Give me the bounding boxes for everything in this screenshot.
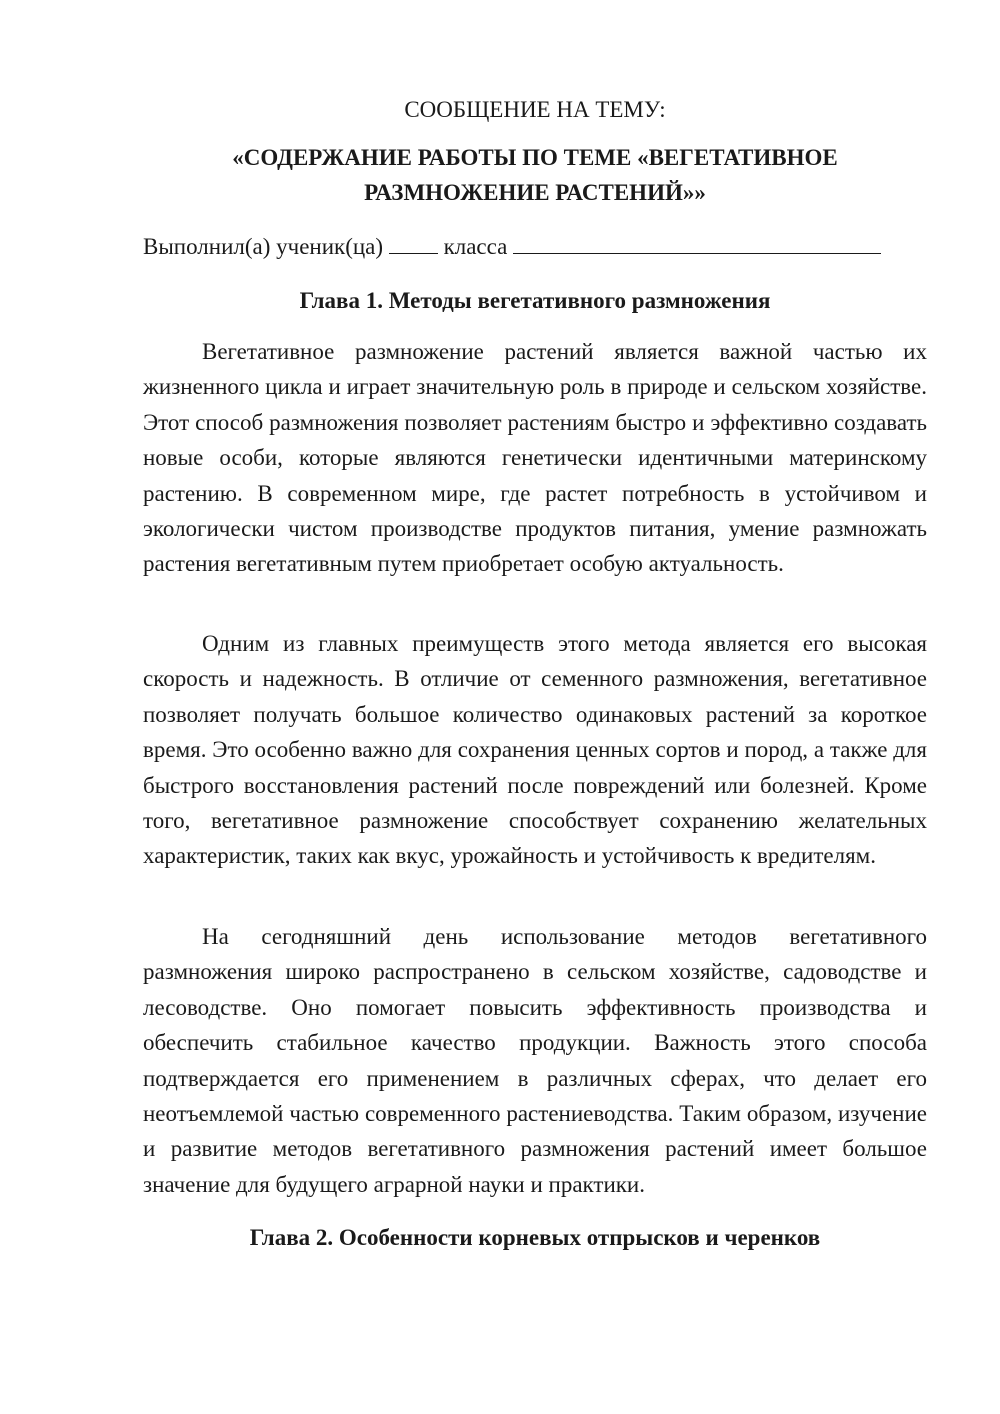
topic-line: СООБЩЕНИЕ НА ТЕМУ: xyxy=(404,97,666,122)
paragraph: На сегодняшний день использование методов вегетативного размножения широко распространено в сельском хозяйстве, садоводстве и лесоводстве. Оно помогает повысить эффективность производства и обеспечить стабильное качество продукции. Важность этого способа подтверждается его применением в различных сферах, что делает его неотъемлемой частью современного растениеводства. Таким образом, изучение и развитие методов вегетативного размножения растений имеет большое значение для будущего аграрной науки и практики. xyxy=(143,924,927,1197)
performer-line xyxy=(143,230,927,264)
name-blank xyxy=(513,231,881,254)
chapter-2-heading: Глава 2. Особенности корневых отпрысков и черенков xyxy=(249,1225,821,1250)
paragraph: Вегетативное размножение растений является важной частью их жизненного цикла и играет значительную роль в природе и сельском хозяйстве. Этот способ размножения позволяет растениям быстро и эффективно создавать новые особи, которые являются генетически идентичными материнскому растению. В современном мире, где растет потребность в устойчивом и экологически чистом производстве продуктов питания, умение размножать растения вегетативным путем приобретает особую актуальность. xyxy=(143,339,927,577)
chapter-1-heading: Глава 1. Методы вегетативного размножения xyxy=(299,288,771,313)
paragraph: Одним из главных преимуществ этого метода является его высокая скорость и надежность. В отличие от семенного размножения, вегетативное позволяет получать большое количество одинаковых растений за короткое время. Это особенно важно для сохранения ценных сортов и пород, а также для быстрого восстановления растений после повреждений или болезней. Кроме того, вегетативное размножение способствует сохранению желательных характеристик, таких как вкус, урожайность и устойчивость к вредителям. xyxy=(143,631,927,869)
performer-student-label: Выполнил(а) ученик(ца) xyxy=(143,234,384,259)
grade-blank xyxy=(389,231,438,254)
performer-class-label: класса xyxy=(443,234,508,259)
document-title: «СОДЕРЖАНИЕ РАБОТЫ ПО ТЕМЕ «ВЕГЕТАТИВНОЕ РАЗМНОЖЕНИЕ РАСТЕНИЙ»» xyxy=(232,145,838,205)
